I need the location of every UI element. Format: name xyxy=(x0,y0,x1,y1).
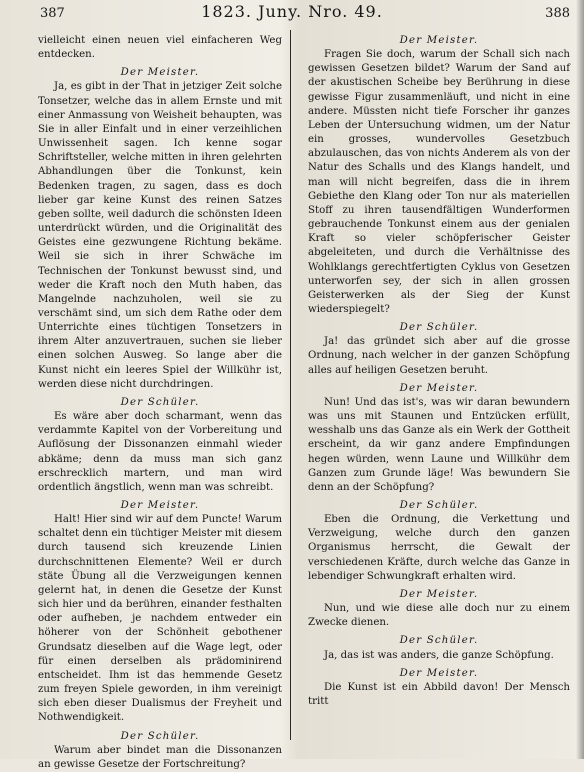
speaker-heading: Der Schüler. xyxy=(120,730,200,742)
speaker-heading: Der Schüler. xyxy=(120,396,200,408)
right-column xyxy=(308,34,570,709)
paragraph: Es wäre aber doch scharmant, wenn das verdammte Kapitel von der Vorbereitung und Auflösung der Dissonanzen einmahl wieder abkäme; denn da muss man sich ganz erschrecklich martern, und man wird ordentlich ängstlich, wenn man was schreibt. xyxy=(38,411,282,493)
speaker-heading: Der Schüler. xyxy=(399,322,479,334)
speaker-heading: Der Meister. xyxy=(399,588,479,600)
speaker-heading: Der Meister. xyxy=(399,382,479,394)
speaker-heading: Der Meister. xyxy=(399,35,479,46)
paragraph: vielleicht einen neuen viel einfacheren Weg entdecken. xyxy=(38,35,282,61)
speaker-heading: Der Schüler. xyxy=(399,635,479,647)
paragraph: Ja, es gibt in der That in jetziger Zeit solche Tonsetzer, welche das in allem Ernste und mit einer Anmassung von Weisheit behaupten, was Sie in aller Einfalt und in einer verzeihlichen Unwissenheit sagen. Ich kenne sogar Schriftsteller, welche mitten in ihren gelehrten Abhandlungen über die Tonkunst, kein Bedenken tragen, zu sagen, dass es doch lieber gar keine Kunst des reinen Satzes geben sollte, weil dadurch die schönsten Ideen unterdrückt würden, und die Originalität des Geistes eine gezwungene Richtung bekäme. Weil sie sich in ihrer Schwäche im Technischen der Tonkunst bewusst sind, und weder die Kraft noch den Muth haben, das Mangelnde nachzuholen, weil sie zu verschämt sind, um sich dem Rathe oder dem Unterrichte eines tüchtigen Tonsetzers in ihrem Alter anzuvertrauen, suchen sie lieber einen solchen Ausweg. So lange aber die Kunst nicht ein leeres Spiel der Willkühr ist, werden diese nicht durchdringen. xyxy=(38,81,282,390)
page-header xyxy=(0,0,584,26)
paragraph: Halt! Hier sind wir auf dem Puncte! Warum schaltet denn ein tüchtiger Meister mit diesem durch tausend sich kreuzende Linien durchschnittenen Elemente? Weil er durch stäte Übung all die Verzweigungen kennen gelernt hat, in denen die Gesetze der Kunst sich hier und da berühren, einander festhalten oder aufheben, je nachdem entweder ein höherer von der Schönheit gebothener Grundsatz dieselben auf die Wage legt, oder für einen derselben als prädominirend entscheidet. Ihm ist das hemmende Gesetz zum freyen Spiele geworden, in ihm vereinigt sich eben dieser Dualismus der Freyheit und Nothwendigkeit. xyxy=(38,514,282,724)
paragraph: Fragen Sie doch, warum der Schall sich nach gewissen Gesetzen bildet? Warum der Sand auf der akustischen Scheibe bey Berührung in diese gewisse Figur zusammenläuft, und nicht in eine andere. Müssten nicht tiefe Forscher ihr ganzes Leben der Untersuchung widmen, um der Natur ein grosses, wundervolles Gesetzbuch abzulauschen, das von nichts Anderem als von der Natur des Schalls und des Klangs handelt, und man will nicht begreifen, dass die in ihrem Gebiethe den Klang oder Ton nur als materiellen Stoff zu ihren tausendfältigen Wunderformen gebrauchende Tonkunst einem aus der genialen Kraft so vieler schöpferischer Geister abgeleiteten, und durch die Verhältnisse des Wohlklangs gerechtfertigten Cyklus von Gesetzen unterworfen sey, der sich in allen grossen Geisterwerken als der Sieg der Kunst wiederspiegelt? xyxy=(308,49,570,315)
speaker-heading: Der Meister. xyxy=(120,500,200,511)
speaker-heading: Der Schüler. xyxy=(399,500,479,511)
paragraph: Die Kunst ist ein Abbild davon! Der Mensch tritt xyxy=(308,681,570,708)
left-column xyxy=(38,34,282,772)
paragraph: Warum aber bindet man die Dissonanzen an gewisse Gesetze der Fortschreitung? xyxy=(38,744,282,770)
running-title: 1823. Juny. Nro. 49. xyxy=(201,2,383,21)
speaker-heading: Der Meister. xyxy=(399,667,479,679)
page-number-right: 388 xyxy=(545,6,570,21)
column-divider xyxy=(290,30,291,740)
paragraph: Eben die Ordnung, die Verkettung und Verzweigung, welche durch den ganzen Organismus herrscht, die Gewalt der verschiedenen Kräfte, durch welche das Ganze in lebendiger Schwungkraft erhalten wird. xyxy=(308,514,570,582)
speaker-heading: Der Meister. xyxy=(120,67,200,79)
paragraph: Ja, das ist was anders, die ganze Schöpfung. xyxy=(324,649,554,661)
scan-edge-shadow xyxy=(576,0,584,759)
paragraph: Ja! das gründet sich aber auf die grosse Ordnung, nach welcher in der ganzen Schöpfung alles auf heiligen Gesetzen beruht. xyxy=(308,336,570,376)
page-number-left: 387 xyxy=(40,6,65,21)
paragraph: Nun! Und das ist's, was wir daran bewundern was uns mit Staunen und Entzücken erfüllt, wesshalb uns das Ganze als ein Werk der Gottheit erscheint, da wir ganz andere Empfindungen hegen würden, wenn Laune und Willkühr dem Ganzen zum Grunde läge! Was bewundern Sie denn an der Schöpfung? xyxy=(308,396,570,493)
paragraph: Nun, und wie diese alle doch nur zu einem Zwecke dienen. xyxy=(308,603,570,629)
